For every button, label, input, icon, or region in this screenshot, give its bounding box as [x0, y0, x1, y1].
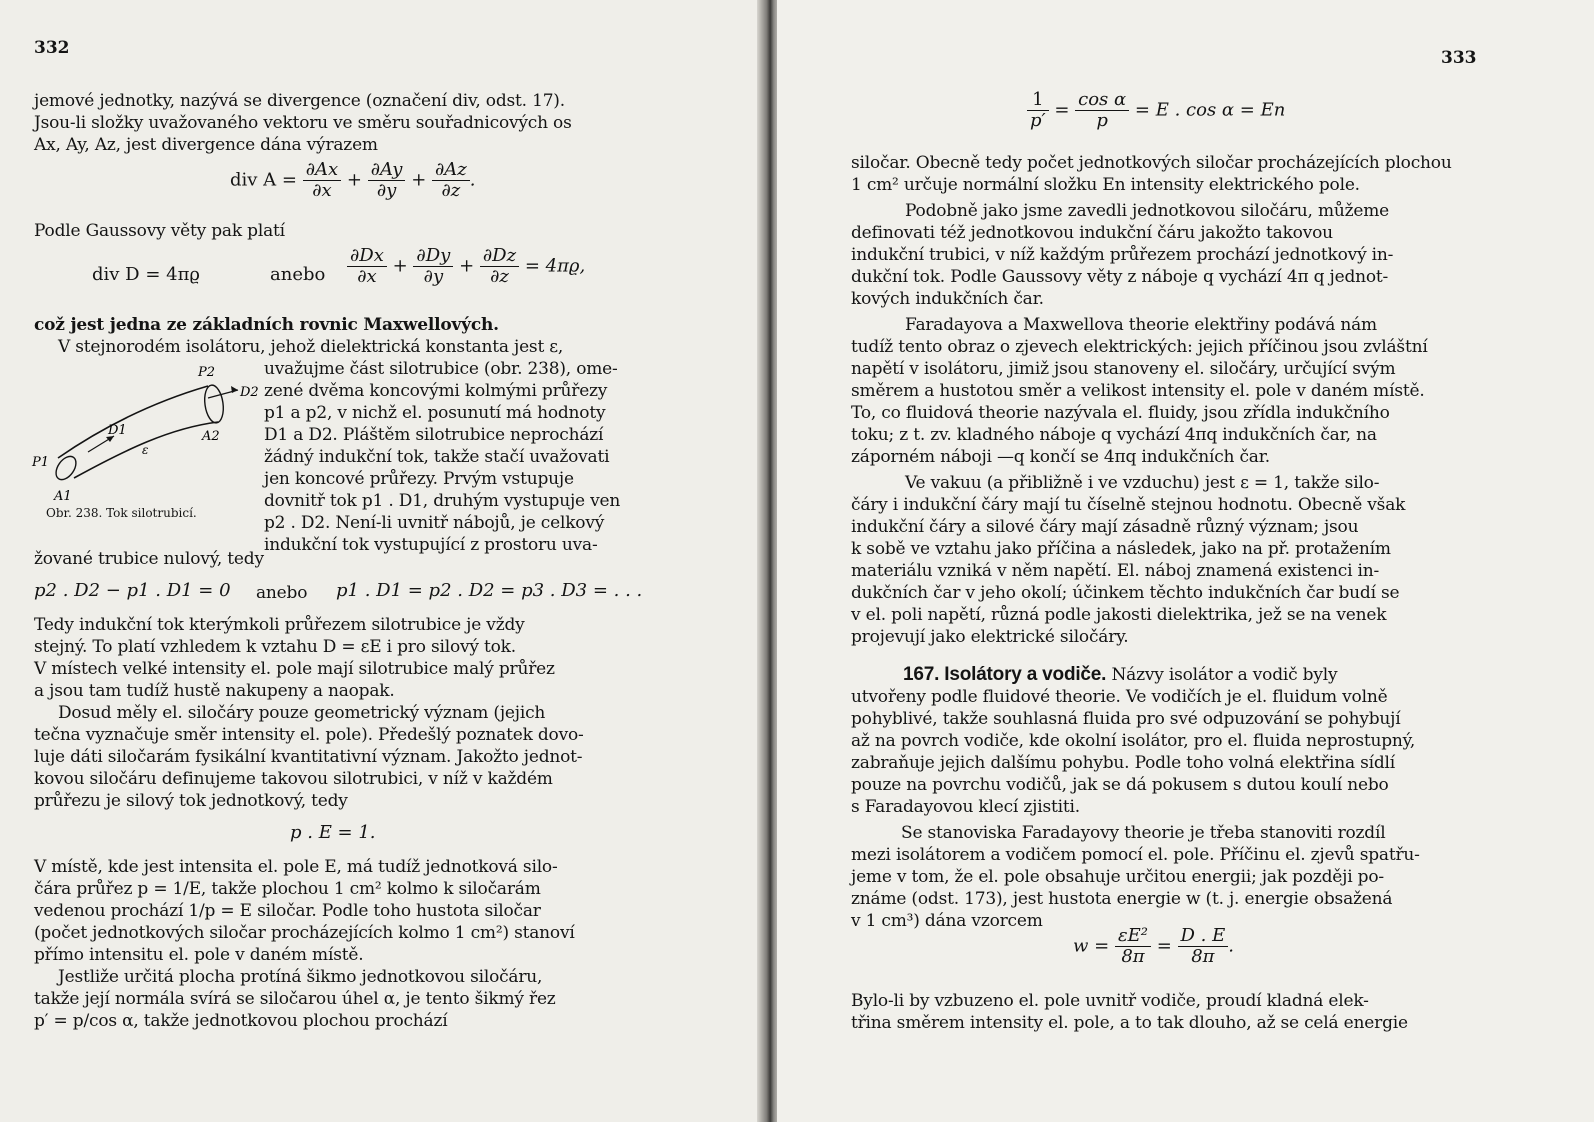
- eq-den: ∂z: [490, 266, 509, 287]
- right-page: [777, 0, 1594, 1122]
- text-line: v 1 cm³) dána vzorcem: [851, 911, 1043, 931]
- text-line: a jsou tam tudíž hustě nakupeny a naopak.: [34, 681, 395, 701]
- eq-num: cos α: [1075, 90, 1129, 111]
- eq-den: ∂y: [376, 180, 397, 201]
- equation-unit: p . E = 1.: [290, 822, 376, 843]
- text-line: čáry i indukční čáry mají tu číselně stejnou hodnotu. Obecně však: [851, 495, 1406, 515]
- text-line: Bylo-li by vzbuzeno el. pole uvnitř vodiče, proudí kladná elek-: [851, 991, 1369, 1011]
- text-line: tudíž tento obraz o zjevech elektrických: jejich příčinou jsou zvláštní: [851, 337, 1428, 357]
- text-line: takže její normála svírá se siločarou úhel α, je tento šikmý řez: [34, 989, 556, 1009]
- text-line: p2 . D2. Není-li uvnitř nábojů, je celkový: [264, 513, 605, 533]
- text-line: dovnitř tok p1 . D1, druhým vystupuje ven: [264, 491, 621, 511]
- text-line: až na povrch vodiče, kde okolní isolátor, pro el. fluida neprostupný,: [851, 731, 1416, 751]
- text-line: zené dvěma koncovými kolmými průřezy: [264, 381, 608, 401]
- text-line: záporném náboji —q končí se 4πq indukčních čar.: [851, 447, 1270, 467]
- text-line: V stejnorodém isolátoru, jehož dielektrická konstanta jest ε,: [58, 337, 564, 357]
- left-page: 332 jemové jednotky, nazývá se divergence (označení div, odst. 17). Jsou-li složky uvažovaného vektoru ve směru souřadnicových os Ax, Ay, Az, jest divergence dána výrazem div A = $\frac{\partial Ax}{\partial x}$ + $\frac{\partial Ay}{\partial y}$ + $\frac{\partial Az}{\partial z}$ . Podle Gaussovy věty pak platí div D = 4πϱ anebo $\frac{\partial Dx}{\partial x}$ + $\frac{\partial Dy}{\partial y}$ + $\frac{\partial Dz}{\partial z}$ = 4πϱ, což jest jedna ze základních rovnic Maxwellových. V stejnorodém isolátoru, jehož dielektrická konstanta jest ε, P2 D2 D1 ε A2 P1 A1 Obr. 238. Tok silotrubicí. uvažujme část silotrubice (obr. 238), ome- zené dvěma koncovými kolmými průřezy p1 a p2, v nichž el. posunutí má hodnoty D1 a D2. Pláštěm silotrubice neprochází žádný indukční tok, takže stačí uvažovati jen koncové průřezy. Prvým vstupuje dovnitř tok p1 . D1, druhým vystupuje ven p2 . D2. Není-li uvnitř nábojů, je celkový indukční tok vystupující z prostoru uva- žované trubice nulový, tedy p2 . D2 − p1 . D1 = 0 anebo p1 . D1 = p2 . D2 = p3 . D3 = . . . Tedy indukční tok kterýmkoli průřezem silotrubice je vždy stejný. To platí vzhledem k vztahu D = εE i pro silový tok. V místech velké intensity el. pole mají silotrubice malý průřez a jsou tam tudíž hustě nakupeny a naopak. Dosud měly el. siločáry pouze geometrický význam (jejich tečna vyznačuje směr intensity el. pole). Předešlý poznatek dovo- luje dáti siločarám fysikální kvantitativní význam. Jakožto jednot- kovou siločáru definujeme takovou silotrubici, v níž v každém průřezu je silový tok jednotkový, tedy p . E = 1. V místě, kde jest intensita el. pole E, má tudíž jednotková silo- čára průřez p = 1/E, takže plochou 1 cm² kolmo k siločarám vedenou prochází 1/p = E siločar. Podle toho hustota siločar (počet jednotkových siločar procházejících kolmo 1 cm²) stanoví přímo intensitu el. pole v daném místě. Jestliže určitá plocha protíná šikmo jednotkovou siločáru, takže její normála svírá se siločarou úhel α, je tento šikmý řez p′ = p/cos α, takže jednotkovou plochou prochází: [0, 0, 765, 1122]
- text-line: jen koncové průřezy. Prvým vstupuje: [264, 469, 574, 489]
- text-line: pouze na povrchu vodičů, jak se dá pokusem s dutou koulí nebo: [851, 775, 1389, 795]
- text-line: To, co fluidová theorie nazývala el. fluidy, jsou zřídla indukčního: [851, 403, 1390, 423]
- text-line: p1 a p2, v nichž el. posunutí má hodnoty: [264, 403, 606, 423]
- figure-label: A2: [202, 429, 220, 444]
- eq-gauss-lhs: div D = 4πϱ: [92, 264, 200, 285]
- text-line: Podobně jako jsme zavedli jednotkovou siločáru, můžeme: [905, 201, 1390, 221]
- text-line: žované trubice nulový, tedy: [34, 549, 264, 569]
- text-line: dukčních čar v jeho okolí; účinkem těchto indukčních čar budí se: [851, 583, 1400, 603]
- text-line: siločar. Obecně tedy počet jednotkových siločar procházejících plochou: [851, 153, 1452, 173]
- figure-label: D1: [108, 423, 127, 438]
- text-line: definovati též jednotkovou indukční čáru jakožto takovou: [851, 223, 1333, 243]
- eq-den: ∂x: [357, 266, 377, 287]
- eq-lhs: div A =: [230, 169, 297, 191]
- eq-den: ∂x: [312, 180, 332, 201]
- eq-den: p: [1096, 110, 1108, 131]
- text-line: zabraňuje jejich dalšímu pohybu. Podle toho volná elektřina sídlí: [851, 753, 1396, 773]
- text-line: Ve vakuu (a přibližně i ve vzduchu) jest ε = 1, takže silo-: [905, 473, 1380, 493]
- text-line: k sobě ve vztahu jako příčina a následek, jako na př. protažením: [851, 539, 1391, 559]
- eq-num: ∂Dx: [347, 246, 387, 267]
- text-line: uvažujme část silotrubice (obr. 238), ome-: [264, 359, 618, 379]
- text-line: Podle Gaussovy věty pak platí: [34, 221, 285, 241]
- text-line: Ax, Ay, Az, jest divergence dána výrazem: [34, 135, 378, 155]
- eq-lhs: w =: [1073, 935, 1110, 957]
- text-line: indukční tok vystupující z prostoru uva-: [264, 535, 598, 555]
- text-line: toku; z t. zv. kladného náboje q vychází 4πq indukčních čar, na: [851, 425, 1377, 445]
- text-line: průřezu je silový tok jednotkový, tedy: [34, 791, 348, 811]
- figure-label: D2: [240, 385, 259, 400]
- equation-oblique: $\frac{1}{p'}$ = $\frac{\text{cos α}}{p}$ = E . cos α = En: [1027, 90, 1285, 131]
- text-line: stejný. To platí vzhledem k vztahu D = εE i pro silový tok.: [34, 637, 516, 657]
- text-line: čára průřez p = 1/E, takže plochou 1 cm² kolmo k siločarám: [34, 879, 541, 899]
- eq-den: ∂y: [423, 266, 444, 287]
- text-line: kovou siločáru definujeme takovou silotrubici, v níž v každém: [34, 769, 553, 789]
- figure-caption: Obr. 238. Tok silotrubicí.: [46, 506, 197, 520]
- text-line: žádný indukční tok, takže stačí uvažovati: [264, 447, 610, 467]
- eq-num: ∂Dy: [413, 246, 453, 267]
- text-line: projevují jako elektrické siločáry.: [851, 627, 1129, 647]
- section-167-line: [903, 664, 1337, 686]
- section-heading: 167. Isolátory a vodiče.: [903, 664, 1107, 685]
- figure-label: P2: [198, 365, 216, 380]
- equation-flux-b: p1 . D1 = p2 . D2 = p3 . D3 = . . .: [336, 580, 643, 601]
- text-line: tečna vyznačuje směr intensity el. pole). Předešlý poznatek dovo-: [34, 725, 584, 745]
- text-line: napětí v isolátoru, jimiž jsou stanoveny el. siločáry, určující svým: [851, 359, 1396, 379]
- text-line: Jestliže určitá plocha protíná šikmo jednotkovou siločáru,: [58, 967, 543, 987]
- figure-label: ε: [142, 443, 149, 457]
- figure-label: P1: [32, 455, 50, 470]
- figure-label: A1: [54, 489, 72, 504]
- text-line: v el. poli napětí, různá podle jakosti dielektrika, jež se na venek: [851, 605, 1387, 625]
- equation-flux-a: p2 . D2 − p1 . D1 = 0: [34, 580, 231, 601]
- text-line: utvořeny podle fluidové theorie. Ve vodičích je el. fluidum volně: [851, 687, 1388, 707]
- text-line: přímo intensitu el. pole v daném místě.: [34, 945, 364, 965]
- equation-energy-density: w = $\frac{\text{εE²}}{8\pi}$ = $\frac{D . E}{8\pi}$ .: [1073, 925, 1234, 967]
- eq-den: p′: [1030, 110, 1046, 131]
- eq-den: 8π: [1121, 946, 1145, 967]
- text-line: známe (odst. 173), jest hustota energie w (t. j. energie obsažená: [851, 889, 1393, 909]
- page-number-left: 332: [34, 38, 70, 58]
- eq-anebo: anebo: [270, 264, 326, 285]
- eq-num: ∂Az: [432, 160, 470, 181]
- text-line: luje dáti siločarám fysikální kvantitativní význam. Jakožto jednot-: [34, 747, 583, 767]
- eq-gauss-rhs: = 4πϱ,: [524, 255, 586, 277]
- text-line: s Faradayovou klecí zjistiti.: [851, 797, 1080, 817]
- text-line: Se stanoviska Faradayovy theorie je třeba stanoviti rozdíl: [901, 823, 1386, 843]
- text-line: 1 cm² určuje normální složku En intensity elektrického pole.: [851, 175, 1360, 195]
- text-line: materiálu vzniká v něm napětí. El. náboj znamená existenci in-: [851, 561, 1380, 581]
- text-line: jemové jednotky, nazývá se divergence (označení div, odst. 17).: [34, 91, 565, 111]
- text-line: kových indukčních čar.: [851, 289, 1044, 309]
- text-line: směrem a hustotou směr a velikost intensity el. pole v daném místě.: [851, 381, 1425, 401]
- text-line: Dosud měly el. siločáry pouze geometrický význam (jejich: [58, 703, 546, 723]
- text-line: V místech velké intensity el. pole mají silotrubice malý průřez: [34, 659, 555, 679]
- text-run: Názvy isolátor a vodič byly: [1111, 665, 1338, 685]
- eq-rest: = E . cos α = En: [1134, 99, 1286, 121]
- eq-num: D . E: [1178, 926, 1229, 947]
- eq-num: ∂Dz: [480, 246, 519, 267]
- text-line: (počet jednotkových siločar procházejících kolmo 1 cm²) stanoví: [34, 923, 575, 943]
- text-line: indukční trubici, v níž každým průřezem prochází jednotkový in-: [851, 245, 1394, 265]
- eq-num: 1: [1027, 90, 1049, 111]
- page-number-right: 333: [1441, 48, 1477, 68]
- eq-num: εE²: [1115, 926, 1151, 947]
- text-line: V místě, kde jest intensita el. pole E, má tudíž jednotková silo-: [34, 857, 558, 877]
- eq-num: ∂Ay: [368, 160, 406, 181]
- equation-divergence: div A = $\frac{\partial Ax}{\partial x}$ + $\frac{\partial Ay}{\partial y}$ + $\frac{\partial Az}{\partial z}$ .: [230, 159, 476, 201]
- figure-238-flux-tube: [30, 362, 260, 522]
- eq-den: ∂z: [441, 180, 461, 201]
- text-line: p′ = p/cos α, takže jednotkovou plochou prochází: [34, 1011, 448, 1031]
- eq-den: 8π: [1191, 946, 1215, 967]
- text-line: třina směrem intensity el. pole, a to tak dlouho, až se celá energie: [851, 1013, 1408, 1033]
- text-line: indukční čáry a silové čáry mají zásadně různý význam; jsou: [851, 517, 1359, 537]
- text-line: Faradayova a Maxwellova theorie elektřiny podává nám: [905, 315, 1377, 335]
- eq-anebo: anebo: [256, 583, 308, 603]
- text-line: Jsou-li složky uvažovaného vektoru ve směru souřadnicových os: [34, 113, 572, 133]
- text-line: Tedy indukční tok kterýmkoli průřezem silotrubice je vždy: [34, 615, 525, 635]
- text-line: mezi isolátorem a vodičem pomocí el. pole. Příčinu el. zjevů spatřu-: [851, 845, 1420, 865]
- text-line: D1 a D2. Pláštěm silotrubice neprochází: [264, 425, 604, 445]
- eq-num: ∂Ax: [303, 160, 341, 181]
- text-line: vedenou prochází 1/p = E siločar. Podle toho hustota siločar: [34, 901, 541, 921]
- text-line: jeme v tom, že el. pole obsahuje určitou energii; jak později po-: [851, 867, 1384, 887]
- text-line: což jest jedna ze základních rovnic Maxwellových.: [34, 315, 499, 335]
- text-line: dukční tok. Podle Gaussovy věty z náboje q vychází 4π q jednot-: [851, 267, 1389, 287]
- text-line: pohyblivé, takže souhlasná fluida pro své odpuzování se pohybují: [851, 709, 1401, 729]
